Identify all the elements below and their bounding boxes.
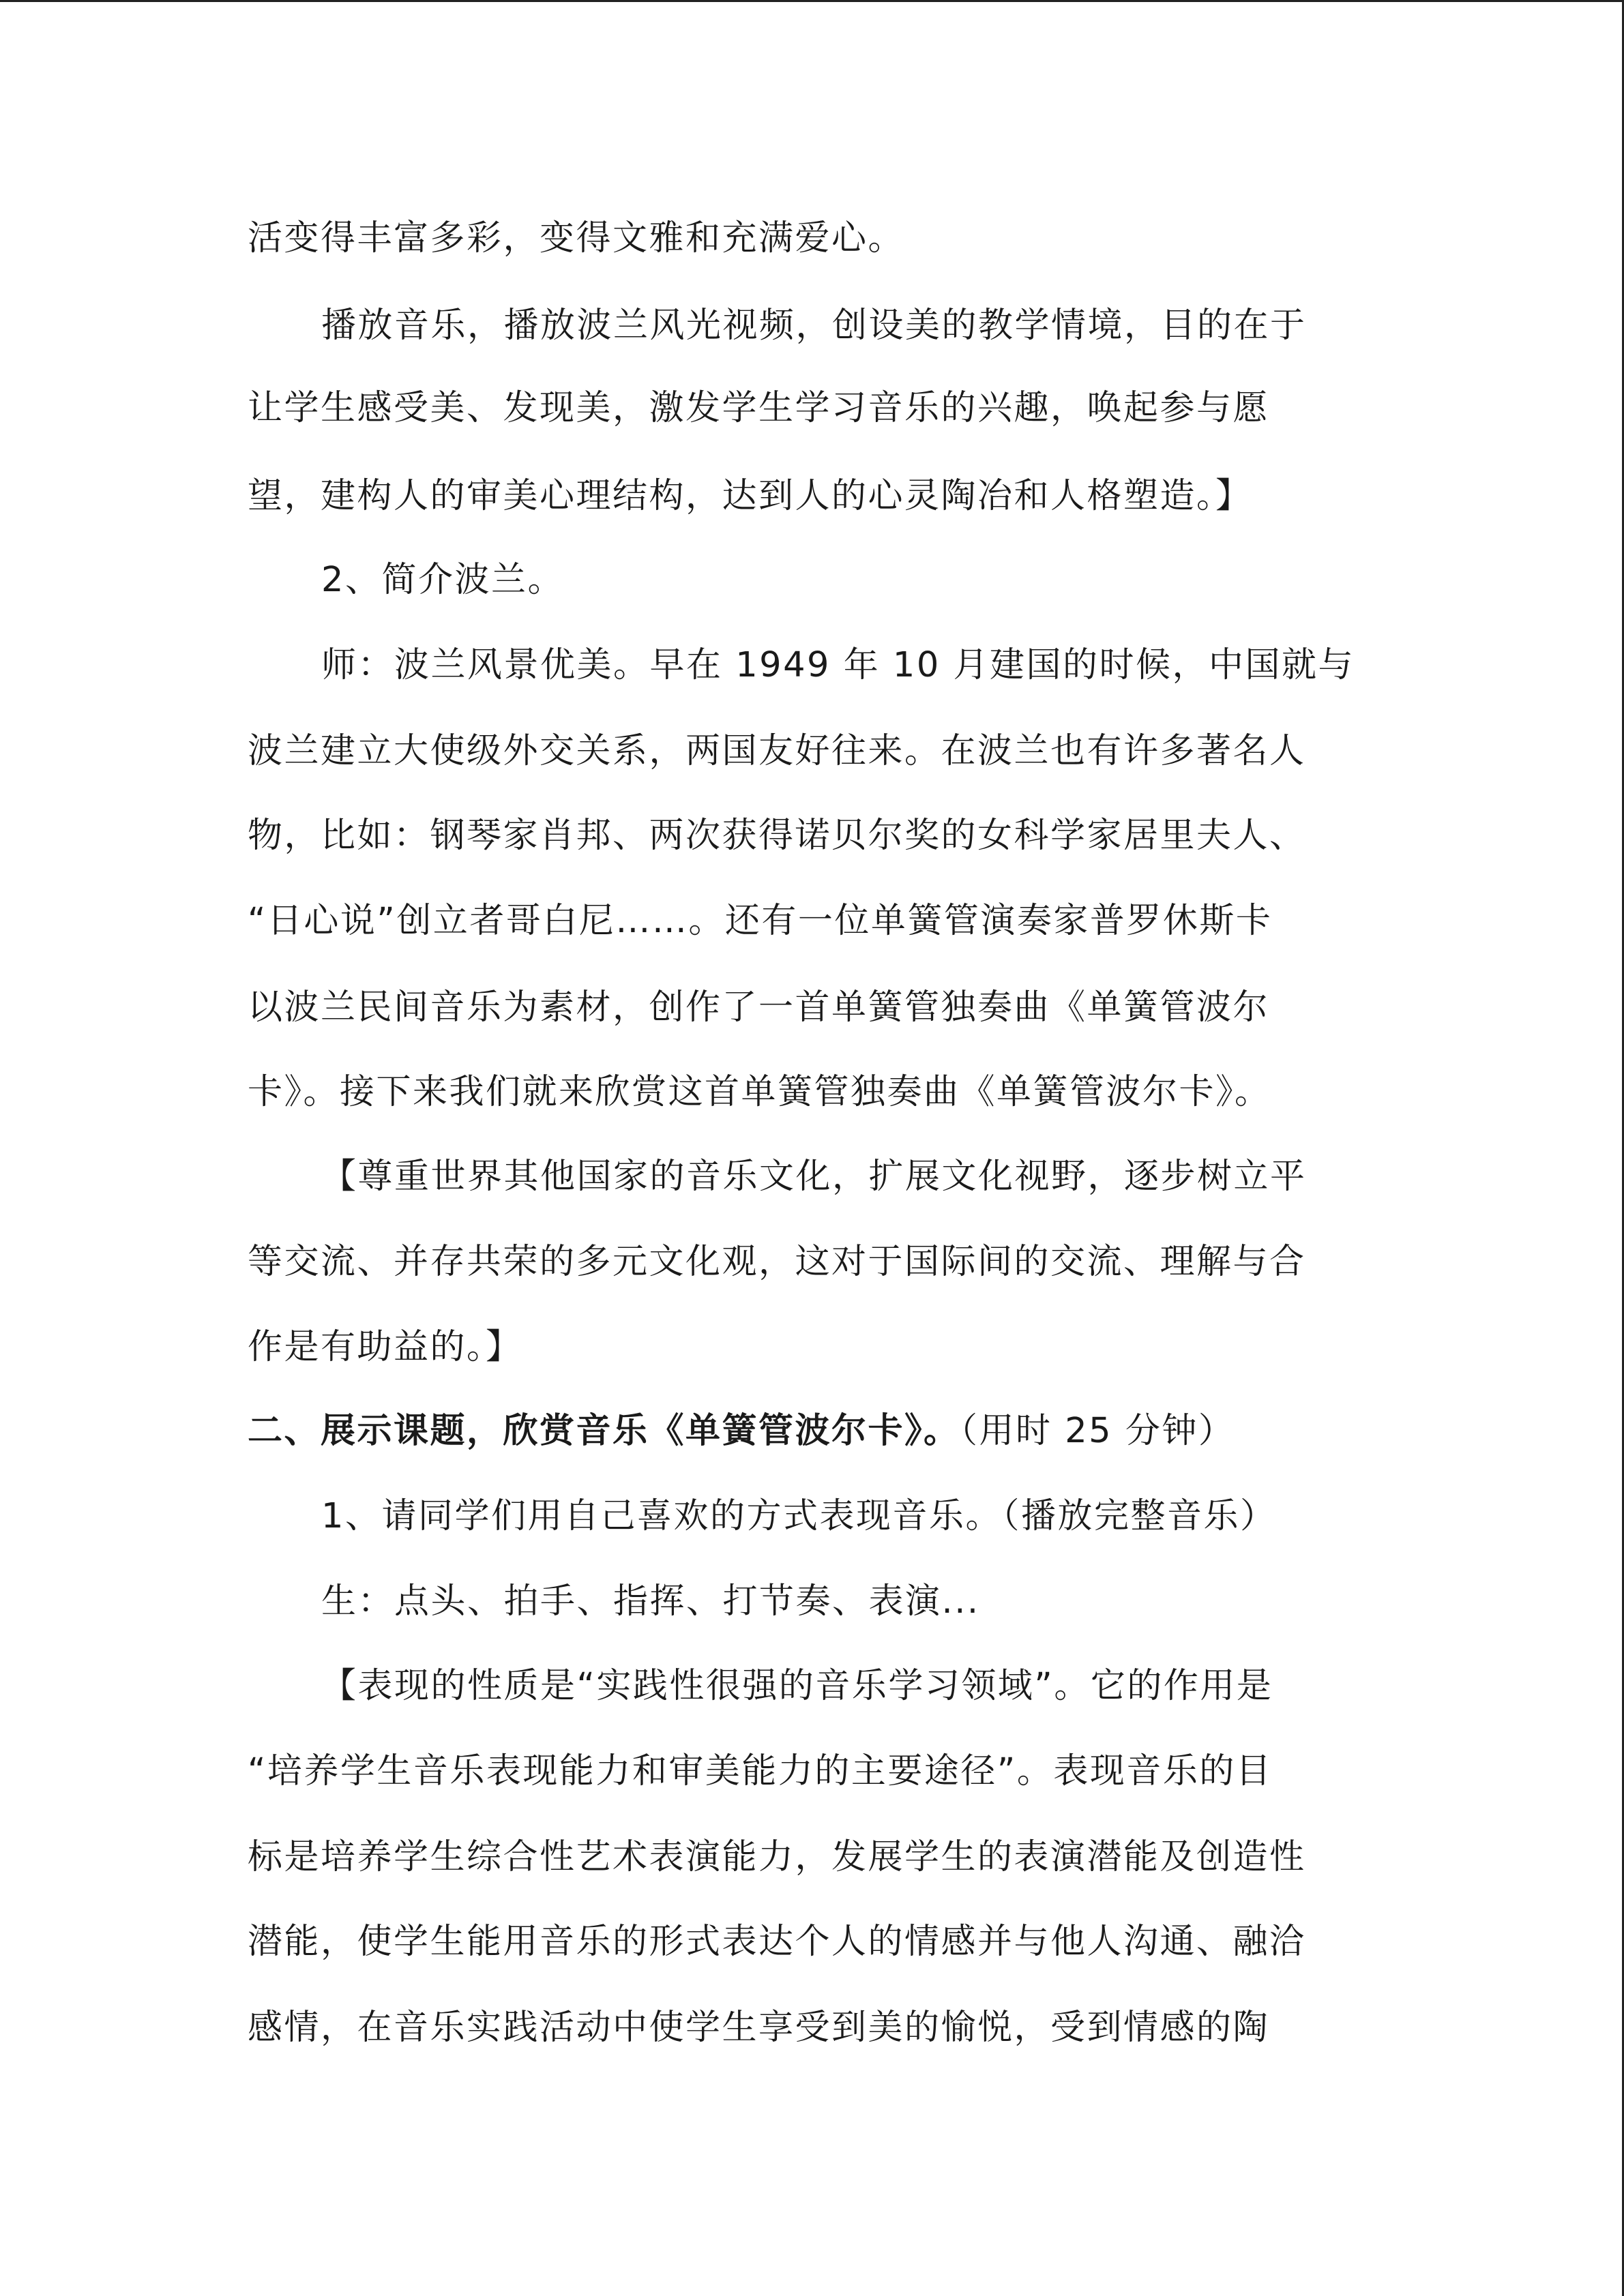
section-heading-duration: （用时 25 分钟）: [960, 1411, 1235, 1451]
paragraph-line: 作是有助益的。】: [248, 1327, 522, 1367]
paragraph-line: 物，比如：钢琴家肖邦、两次获得诺贝尔奖的女科学家居里夫人、: [248, 816, 1306, 856]
paragraph-line: 1、请同学们用自己喜欢的方式表现音乐。（播放完整音乐）: [321, 1496, 1277, 1536]
paragraph-line: “培养学生音乐表现能力和审美能力的主要途径”。表现音乐的目: [248, 1751, 1273, 1791]
paragraph-line: 生：点头、拍手、指挥、打节奏、表演...: [321, 1581, 980, 1622]
section-heading-title: 二、展示课题，欣赏音乐《单簧管波尔卡》。: [248, 1411, 960, 1451]
paragraph-line: 等交流、并存共荣的多元文化观，这对于国际间的交流、理解与合: [248, 1242, 1306, 1282]
paragraph-line: 标是培养学生综合性艺术表演能力，发展学生的表演潜能及创造性: [248, 1837, 1306, 1877]
section-heading: [248, 1407, 1353, 1456]
paragraph-line: 2、简介波兰。: [321, 560, 564, 600]
paragraph-line: 感情，在音乐实践活动中使学生享受到美的愉悦，受到情感的陶: [248, 2008, 1270, 2048]
paragraph-line: 【表现的性质是“实践性很强的音乐学习领域”。它的作用是: [321, 1666, 1273, 1706]
paragraph-line: 【尊重世界其他国家的音乐文化，扩展文化视野，逐步树立平: [321, 1157, 1307, 1197]
paragraph-line: 波兰建立大使级外交关系，两国友好往来。在波兰也有许多著名人: [248, 731, 1306, 771]
paragraph-line: 潜能，使学生能用音乐的形式表达个人的情感并与他人沟通、融洽: [248, 1922, 1306, 1962]
paragraph-line: 师：波兰风景优美。早在 1949 年 10 月建国的时候，中国就与: [321, 645, 1355, 685]
paragraph-line: 以波兰民间音乐为素材，创作了一首单簧管独奏曲《单簧管波尔: [248, 987, 1270, 1028]
paragraph-line: 望，建构人的审美心理结构，达到人的心灵陶冶和人格塑造。】: [248, 476, 1252, 516]
page-top-border: [0, 0, 1624, 2]
paragraph-line: 卡》。接下来我们就来欣赏这首单簧管独奏曲《单簧管波尔卡》。: [248, 1072, 1271, 1112]
paragraph-line: 活变得丰富多彩，变得文雅和充满爱心。: [248, 218, 905, 258]
paragraph-line: 让学生感受美、发现美，激发学生学习音乐的兴趣，唤起参与愿: [248, 388, 1270, 428]
paragraph-line: “日心说”创立者哥白尼……。还有一位单簧管演奏家普罗休斯卡: [248, 901, 1273, 941]
paragraph-line: 播放音乐，播放波兰风光视频，创设美的教学情境，目的在于: [321, 305, 1307, 346]
